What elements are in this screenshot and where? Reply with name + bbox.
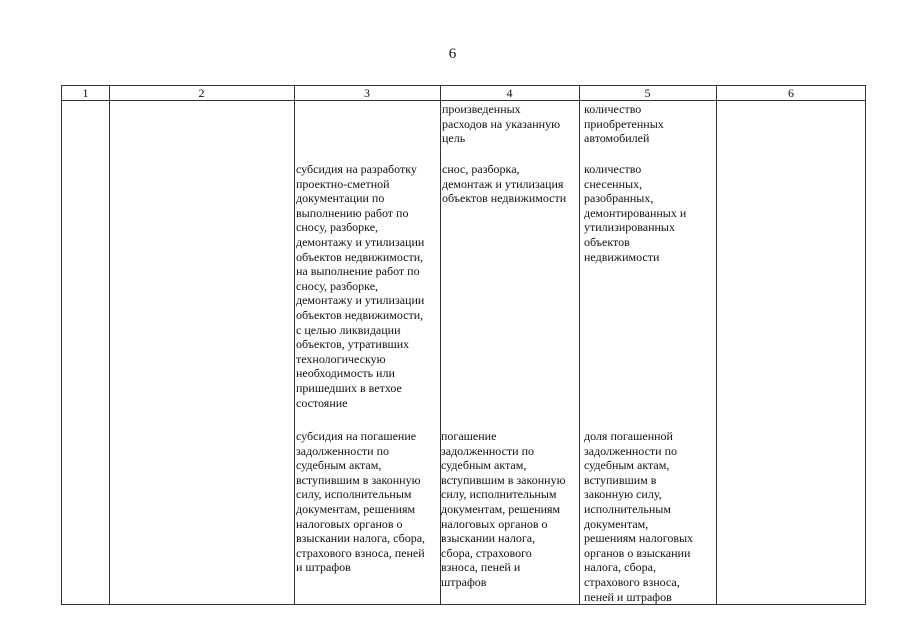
row2-col4-text: снос, разборка, демонтаж и утилизация объектов недвижимости — [442, 162, 567, 206]
page-number: 6 — [448, 46, 457, 62]
column-divider — [109, 86, 110, 604]
header-col-3: 3 — [364, 86, 370, 100]
header-col-1: 1 — [82, 86, 89, 100]
row2-col5-text: количество снесенных, разобранных, демонтированных и утилизированных объектов недвижимости — [584, 162, 687, 264]
row3-col3-text: субсидия на погашение задолженности по судебным актам, вступившим в законную силу, исполнительным документам, решениям налоговых органов о взыскании налога, сбора, страхового взноса, пеней и штрафов — [296, 429, 426, 575]
row3-col4-text: погашение задолженности по судебным актам, вступившим в законную силу, исполнительным документам, решениям налоговых органов о взыскании налога, сбора, страхового взноса, пеней и штрафов — [441, 429, 566, 589]
row1-col4-text: произведенных расходов на указанную цель — [442, 102, 561, 146]
column-divider — [579, 86, 580, 604]
row3-col5-text: доля погашенной задолженности по судебным актам, вступившим в законную силу, исполнительным документам, решениям налоговых органов о взыскании налога, сбора, страхового взноса, пеней и штрафов — [584, 429, 694, 604]
column-divider — [294, 86, 295, 604]
header-col-6: 6 — [788, 86, 794, 100]
budget-table — [61, 85, 866, 605]
header-col-2: 2 — [198, 86, 205, 100]
row2-col3-text: субсидия на разработку проектно-сметной документации по выполнению работ по сносу, разборке, демонтажу и утилизации объектов недвижимости, на выполнение работ по сносу, разборке, демонтажу и утилизации объектов недвижимости, с целью ликвидации объектов, утративших технологическую необходимость или пришедших в ветхое состояние — [296, 162, 425, 410]
header-col-4: 4 — [506, 86, 513, 100]
row1-col5-text: количество приобретенных автомобилей — [584, 102, 664, 146]
header-col-5: 5 — [644, 86, 651, 100]
column-divider — [716, 86, 717, 604]
header-divider — [62, 100, 865, 101]
